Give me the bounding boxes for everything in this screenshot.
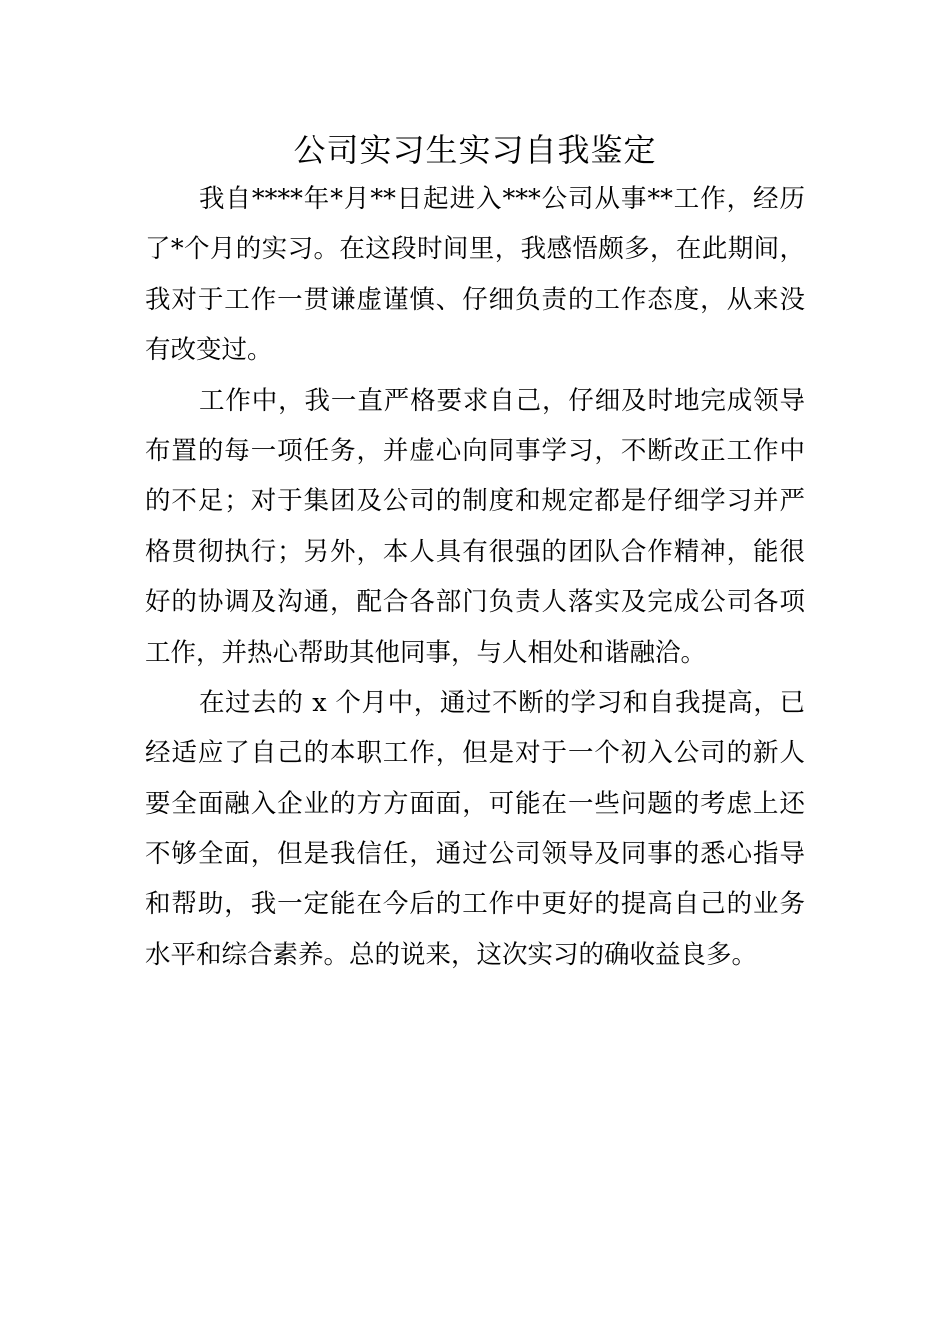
paragraph-line: 和帮助，我一定能在今后的工作中更好的提高自己的业务 [145,889,805,920]
paragraph-line: 了*个月的实习。在这段时间里，我感悟颇多，在此期间， [145,234,805,265]
paragraph-line: 的不足；对于集团及公司的制度和规定都是仔细学习并严 [145,486,805,517]
paragraph-line: 我对于工作一贯谦虚谨慎、仔细负责的工作态度，从来没 [145,284,805,315]
paragraph-line: 经适应了自己的本职工作，但是对于一个初入公司的新人 [145,738,805,769]
paragraph-line: 要全面融入企业的方方面面，可能在一些问题的考虑上还 [145,788,805,819]
paragraph-line: 布置的每一项任务，并虚心向同事学习，不断改正工作中 [145,435,805,466]
paragraph-1 [145,174,805,376]
document-body [145,174,805,980]
paragraph-2 [145,376,805,678]
paragraph-line: 工作中，我一直严格要求自己，仔细及时地完成领导 [199,385,805,416]
document-title: 公司实习生实习自我鉴定 [293,131,657,169]
paragraph-line: 不够全面，但是我信任，通过公司领导及同事的悉心指导 [145,839,805,870]
paragraph-line: 格贯彻执行；另外，本人具有很强的团队合作精神，能很 [145,536,805,567]
paragraph-3 [145,678,805,980]
paragraph-line: 工作，并热心帮助其他同事，与人相处和谐融洽。 [145,637,707,668]
paragraph-line: 在过去的 x 个月中，通过不断的学习和自我提高，已 [199,687,805,718]
paragraph-line: 有改变过。 [145,335,273,366]
paragraph-line: 水平和综合素养。总的说来，这次实习的确收益良多。 [145,939,758,970]
paragraph-line: 我自****年*月**日起进入***公司从事**工作，经历 [199,184,805,214]
paragraph-line: 好的协调及沟通，配合各部门负责人落实及完成公司各项 [145,587,805,618]
